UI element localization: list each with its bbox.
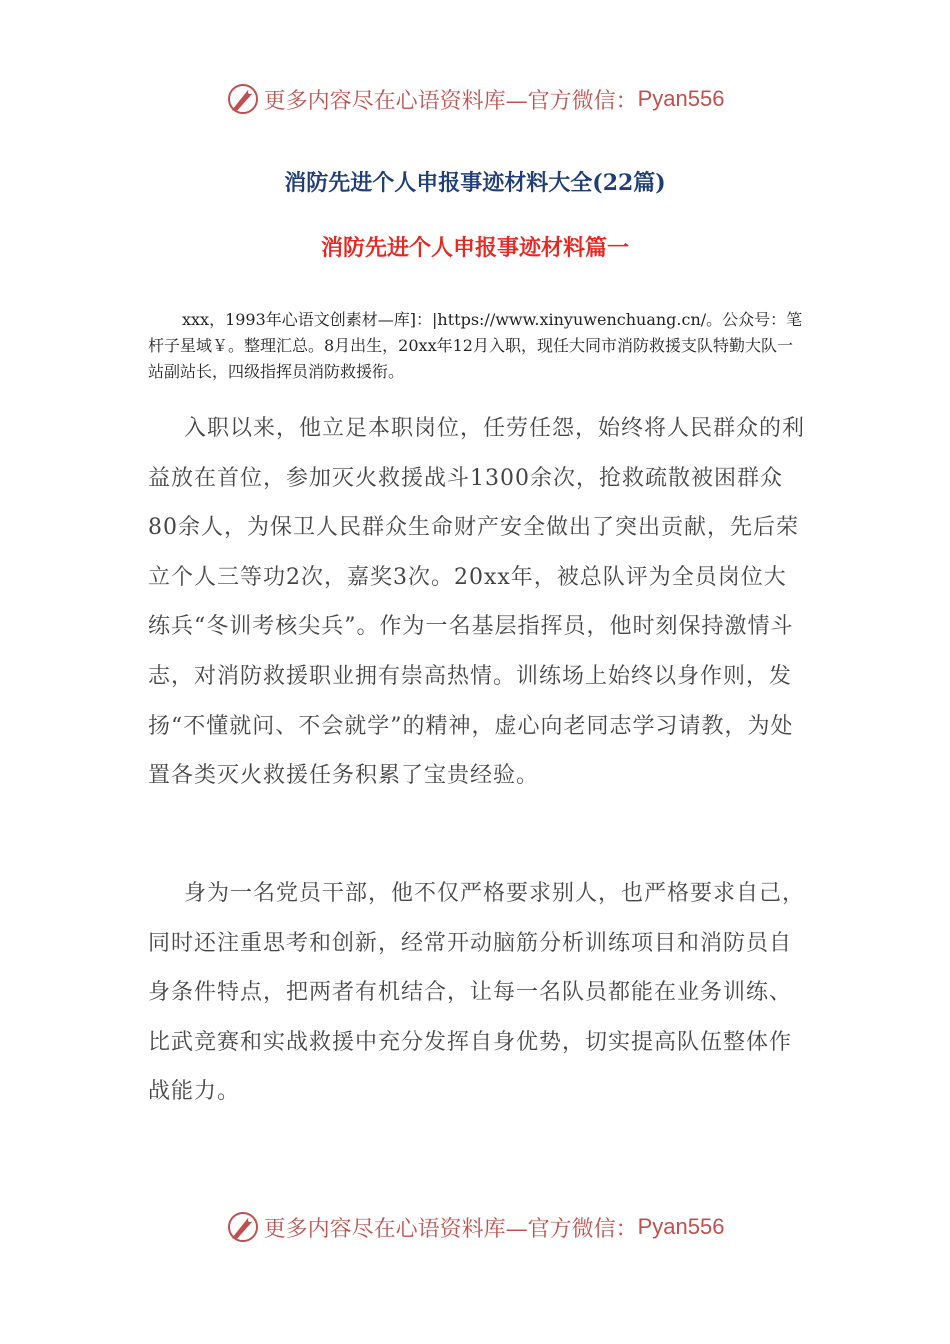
document-title: 消防先进个人申报事迹材料大全(22篇) xyxy=(284,170,666,196)
body-paragraph-1: 入职以来，他立足本职岗位，任劳任怨，始终将人民群众的利益放在首位，参加灭火救援战斗1300余次，抢救疏散被困群众80余人，为保卫人民群众生命财产安全做出了突出贡献，先后荣立个人三等功2次，嘉奖3次。20xx年，被总队评为全员岗位大练兵“冬训考核尖兵”。作为一名基层指挥员，他时刻保持激情斗志，对消防救援职业拥有崇高热情。训练场上始终以身作则，发扬“不懂就问、不会就学”的精神，虚心向老同志学习请教，为处置各类灭火救援任务积累了宝贵经验。 xyxy=(148,416,806,789)
wechat-id: Pyan556 xyxy=(637,86,725,111)
intro-paragraph: xxx，1993年心语文创素材—库]：|https://www.xinyuwenchuang.cn/。公众号：笔杆子星域￥。整理汇总。8月出生，20xx年12月入职，现任大同市消防救援支队特勤大队一站副站长，四级指挥员消防救援衔。 xyxy=(148,310,803,381)
pen-nib-logo-icon xyxy=(226,82,260,116)
wechat-id: Pyan556 xyxy=(637,1214,725,1239)
header-banner xyxy=(0,82,950,116)
banner-text: 更多内容尽在心语资料库—官方微信： xyxy=(263,88,638,114)
footer-banner xyxy=(0,1210,950,1244)
banner-text: 更多内容尽在心语资料库—官方微信： xyxy=(263,1216,638,1242)
pen-nib-logo-icon xyxy=(226,1210,260,1244)
body-paragraph-2: 身为一名党员干部，他不仅严格要求别人，也严格要求自己，同时还注重思考和创新，经常开动脑筋分析训练项目和消防员自身条件特点，把两者有机结合，让每一名队员都能在业务训练、比武竞赛和实战救援中充分发挥自身优势，切实提高队伍整体作战能力。 xyxy=(148,881,806,1105)
section-title: 消防先进个人申报事迹材料篇一 xyxy=(320,235,629,261)
